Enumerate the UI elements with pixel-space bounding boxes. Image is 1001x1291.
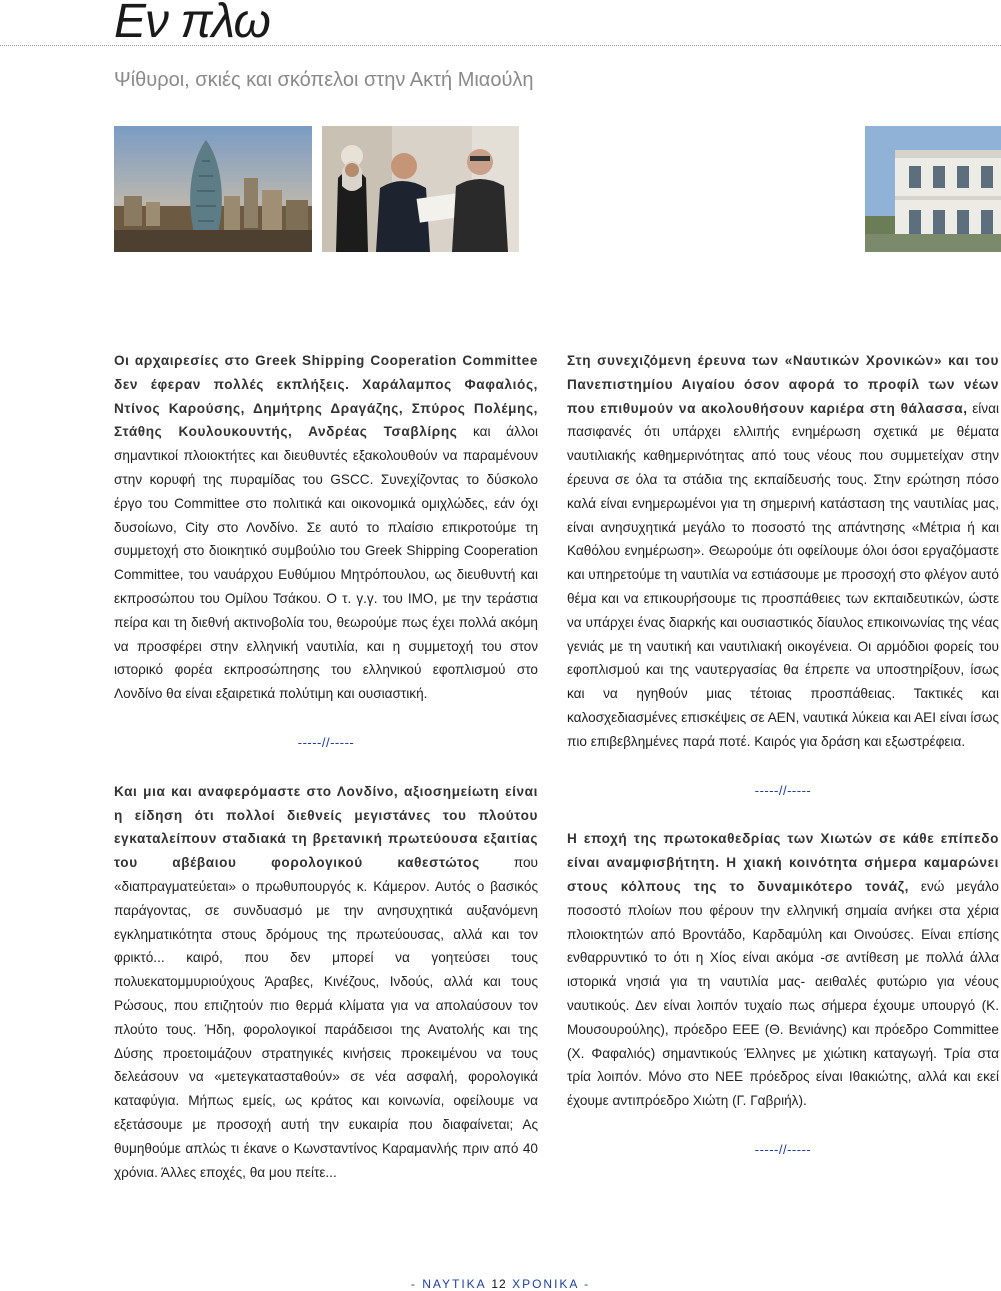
- committee-ceremony-photo: [322, 126, 519, 252]
- body-text: είναι πασιφανές ότι υπάρχει ελλιπής ενημέρωση σχετικά με θέματα ναυτιλιακής καθημερινότητας από τους νέους που συμμετείχαν στην έρευνα σε όλα τα στάδια της εκπαίδευσής τους. Στην ερώτηση πόσο καλά είναι ενημερωμένοι για τη σημερινή κατάσταση της ναυτιλίας μας, είναι ανησυχητικά μεγάλο το ποσοστό της απάντησης «Μέτρια ή και Καθόλου ενημέρωση». Θεωρούμε ότι οφείλουμε όλοι όσοι εργαζόμαστε και υπηρετούμε τη ναυτιλία να εστιάσουμε με προσοχή στο φλέγον αυτό θέμα και να επικουρήσουμε τις προσπάθειες των εκπαιδευτικών, ώστε να υπάρχει ένας διαρκής και ουσιαστικός δίαυλος επικοινωνίας της νέας γενιάς με τη ναυτική και ναυτιλιακή οικογένεια. Οι αρμόδιοι φορείς του εφοπλισμού και της ναυτεργασίας θα έπρεπε να υποστηρίξουν, ίσως και να ηγηθούν μιας τέτοιας προσπάθειας. Τακτικές και καλοσχεδιασμένες επισκέψεις σε ΑΕΝ, ναυτικά λύκεια και ΑΕΙ είναι ίσως πιο επιβεβλημένες παρά ποτέ. Καιρός για δράση και εξωστρέφεια.: [567, 400, 999, 749]
- footer-magazine-name-left: - ΝΑΥΤΙΚΑ: [410, 1277, 487, 1291]
- lead-text: Στη συνεχιζόμενη έρευνα των «Ναυτικών Χρονικών» και του Πανεπιστημίου Αιγαίου όσον αφορά το προφίλ των νέων που επιθυμούν να ακολουθήσουν καριέρα στη θάλασσα,: [567, 353, 999, 416]
- london-city-skyline-photo: [114, 126, 312, 252]
- paragraph-youth-survey: [567, 349, 999, 754]
- paragraph-london-tycoons: [114, 780, 538, 1185]
- body-text: ενώ μεγάλο ποσοστό πλοίων που φέρουν την ελληνική σημαία ανήκει στα χέρια πλοιοκτητών από Βροντάδο, Καρδαμύλη και Οινούσες. Είναι επίσης ενθαρρυντικό το ότι η Χίος είναι ακόμα -σε αντίθεση με πολλά άλλα ιστορικά νησιά για τη ναυτιλία μας- αειθαλές φυτώριο για νέους ναυτικούς. Δεν είναι λοιπόν τυχαίο πως σήμερα έχουμε υπουργό (Κ. Μουσουρούλης), πρόεδρο ΕΕΕ (Θ. Βενιάνης) και πρόεδρο Committee (Χ. Φαφαλιός) σημαντικούς Έλληνες με χιώτικη καταγωγή. Τρία στα τρία λοιπόν. Μόνο στο ΝΕΕ πρόεδρος είναι Ιθακιώτης, αλλά και εκεί έχουμε αντιπρόεδρο Χιώτη (Γ. Γαβριήλ).: [567, 878, 999, 1109]
- section-separator: -----//-----: [297, 734, 355, 750]
- paragraph-gscc-elections: [114, 349, 538, 706]
- body-text: και άλλοι σημαντικοί πλοιοκτήτες και διευθυντές εξακολουθούν να παραμένουν στην κορυφή της πυραμίδας του GSCC. Συνεχίζοντας το δύσκολο έργο του Committee στο πολιτικά και οικονομικά ομιχλώδες, εάν όχι δυσοίωνο, City στο Λονδίνο. Σε αυτό το πλαίσιο επικροτούμε τη συμμετοχή στο διοικητικό συμβούλιο του Greek Shipping Cooperation Committee, του ναυάρχου Ευθύμιου Μητρόπουλου, ως διευθυντή και εκπροσώπου του Ομίλου Τσάκου. Ο τ. γ.γ. του ΙΜΟ, με την τεράστια πείρα και τη διεθνή ακτινοβολία του, θεωρούμε πως έχει πολλά ακόμη να προσφέρει στην ελληνική ναυτιλία, και η συμμετοχή του στον ιστορικό φορέα εκπροσώπησης του ελληνικού εφοπλισμού στο Λονδίνο θα είναι εξαιρετικά πολύτιμη και ουσιαστική.: [114, 424, 538, 702]
- page-number: 12: [491, 1277, 507, 1291]
- page-title: Εν πλω: [114, 0, 270, 48]
- footer-magazine-name-right: ΧΡΟΝΙΚΑ -: [512, 1277, 591, 1291]
- neoclassical-building-photo: [865, 126, 1001, 252]
- body-text: που «διαπραγματεύεται» ο πρωθυπουργός κ. Κάμερον. Αυτός ο βασικός παράγοντας, σε συνδυασμό με την ανησυχητικά αυξανόμενη εγκληματικότητα στους δρόμους της πρωτεύουσας, αλλά και τον φρικτό... καιρό, που δεν μπορεί να γοητεύσει τους πολυεκατομμυριούχους Άραβες, Κινέζους, Ινδούς, αλλά και τους Ρώσους, που επιζητούν πιο θερμά κλίματα για να απολαύσουν τον πλούτο τους. Ήδη, φορολογικοί παράδεισοι της Ανατολής και της Δύσης προετοιμάζουν στρατηγικές κινήσεις προκειμένου να τους δελεάσουν να «μετεγκατασταθούν» σε νέα ασφαλή, φορολογικά καταφύγια. Μήπως εμείς, ως κράτος και κοινωνία, οφείλουμε να εξετάσουμε με προσοχή αυτή την ευκαιρία που διαφαίνεται; Ας θυμηθούμε απλώς τι έκανε ο Κωνσταντίνος Καραμανλής πριν από 40 χρόνια. Άλλες εποχές, θα μου πείτε...: [114, 855, 538, 1180]
- section-separator: -----//-----: [754, 1141, 812, 1157]
- lead-text: Η εποχή της πρωτοκαθεδρίας των Χιωτών σε κάθε επίπεδο είναι αναμφισβήτητη. Η χιακή κοινότητα σήμερα καμαρώνει στους κόλπους της το δυναμικότερο τονάζ,: [567, 831, 999, 894]
- article-column-left: [114, 349, 538, 1184]
- page-footer: [0, 1277, 1001, 1291]
- lead-text: Και μια και αναφερόμαστε στο Λονδίνο, αξιοσημείωτη είναι η είδηση ότι πολλοί διεθνείς μεγιστάνες του πλούτου εγκαταλείπουν σταδιακά τη βρετανική πρωτεύουσα εξαιτίας του αβέβαιου φορολογικού καθεστώτος: [114, 783, 538, 871]
- header-divider: [0, 45, 1001, 46]
- article-column-right: [567, 349, 999, 1162]
- section-separator: -----//-----: [754, 782, 812, 798]
- paragraph-chios-community: [567, 827, 999, 1113]
- lead-text: Οι αρχαιρεσίες στο Greek Shipping Cooperation Committee δεν έφεραν πολλές εκπλήξεις. Χαράλαμπος Φαφαλιός, Ντίνος Καρούσης, Δημήτρης Δραγάζης, Σπύρος Πολέμης, Στάθης Κουλουκουντής, Ανδρέας Τσαβλίρης: [114, 353, 538, 440]
- page-subtitle: Ψίθυροι, σκιές και σκόπελοι στην Ακτή Μιαούλη: [114, 69, 534, 91]
